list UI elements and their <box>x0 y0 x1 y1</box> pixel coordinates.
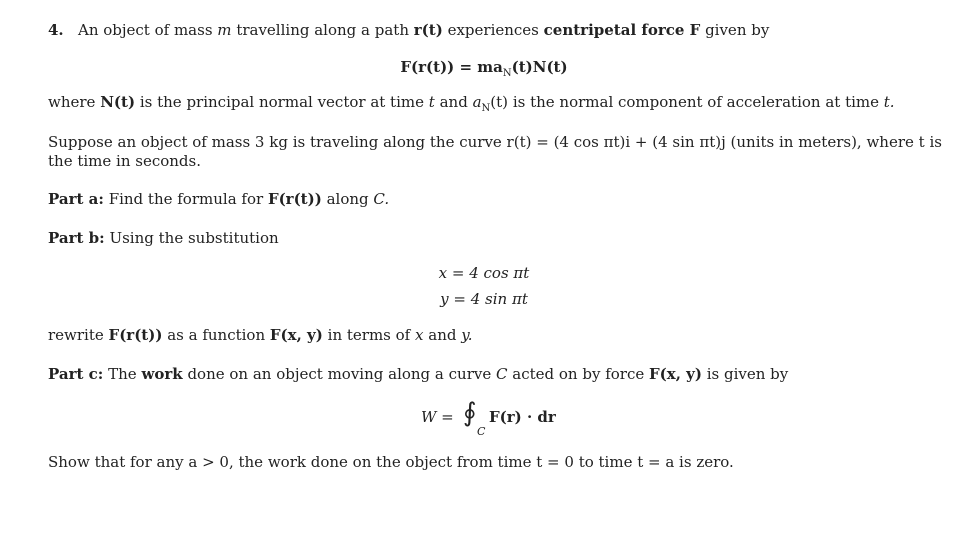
path-expression: r(t) <box>413 21 443 39</box>
part-b-label: Part b: <box>48 229 105 247</box>
rewrite-x: x <box>415 326 424 344</box>
intro-text-c: experiences <box>447 21 539 39</box>
time-symbol: t <box>428 93 435 111</box>
where-text-d: is the normal component of acceleration at time <box>512 93 879 111</box>
contour-integral-icon: ∮ <box>463 398 477 428</box>
normal-vector: N(t) <box>100 93 136 111</box>
part-c <box>48 365 788 384</box>
part-c-function: F(x, y) <box>649 365 702 383</box>
part-b <box>48 229 279 248</box>
where-text-a: where <box>48 93 96 111</box>
suppose-line-1: Suppose an object of mass 3 kg is traveling along the curve r(t) = (4 cos πt)i + (4 sin πt)j (units in meters), where t is <box>48 133 942 151</box>
part-c-text-b: done on an object moving along a curve <box>187 365 492 383</box>
accel-time: (t) <box>490 93 509 111</box>
show-line: Show that for any a > 0, the work done on the object from time t = 0 to time t = a is zero. <box>48 453 734 471</box>
intro-text-a: An object of mass <box>77 21 213 39</box>
equation-right: (t)N(t) <box>511 58 568 76</box>
integral-subscript: C <box>477 425 486 438</box>
rewrite-y: y. <box>461 326 473 344</box>
intro-text-b: travelling along a path <box>236 21 409 39</box>
part-a-curve: C. <box>373 190 390 208</box>
intro-text-d: given by <box>705 21 770 39</box>
force-equation <box>0 58 968 83</box>
part-a-expression: F(r(t)) <box>267 190 322 208</box>
part-b-text: Using the substitution <box>109 229 279 247</box>
part-a-text-a: Find the formula for <box>108 190 264 208</box>
equation-subscript: N <box>502 68 512 79</box>
centripetal-force-term: centripetal force F <box>543 21 701 39</box>
rewrite-text-b: as a function <box>167 326 266 344</box>
work-symbol: W = <box>421 408 454 426</box>
where-line <box>48 93 895 118</box>
rewrite-function: F(x, y) <box>269 326 323 344</box>
where-text-b: is the principal normal vector at time <box>139 93 424 111</box>
part-c-label: Part c: <box>48 365 104 383</box>
eq-x: x = 4 cos πt <box>438 264 530 282</box>
rewrite-and: and <box>428 326 457 344</box>
mass-symbol: m <box>217 21 232 39</box>
where-end: t. <box>883 93 895 111</box>
problem-number: 4. <box>48 21 64 39</box>
suppose-line-2: the time in seconds. <box>48 152 201 170</box>
rewrite-expression: F(r(t)) <box>108 326 163 344</box>
part-c-curve: C <box>496 365 508 383</box>
work-term: work <box>141 365 183 383</box>
accel-symbol: a <box>472 93 482 111</box>
substitution-x <box>0 264 968 283</box>
integrand: F(r) · dr <box>489 408 556 426</box>
rewrite-text-c: in terms of <box>327 326 411 344</box>
substitution-y <box>0 290 968 309</box>
part-a-label: Part a: <box>48 190 104 208</box>
equation-left: F(r(t)) = ma <box>400 58 503 76</box>
rewrite-text-a: rewrite <box>48 326 104 344</box>
problem-intro <box>48 21 769 40</box>
part-a-text-b: along <box>326 190 369 208</box>
eq-y: y = 4 sin πt <box>440 290 528 308</box>
rewrite-line <box>48 326 473 345</box>
where-text-c: and <box>439 93 468 111</box>
accel-subscript: N <box>481 103 491 114</box>
part-a <box>48 190 389 209</box>
part-c-text-c: acted on by force <box>512 365 645 383</box>
part-c-text-d: is given by <box>706 365 789 383</box>
suppose-paragraph <box>48 133 942 171</box>
part-c-text-a: The <box>108 365 137 383</box>
